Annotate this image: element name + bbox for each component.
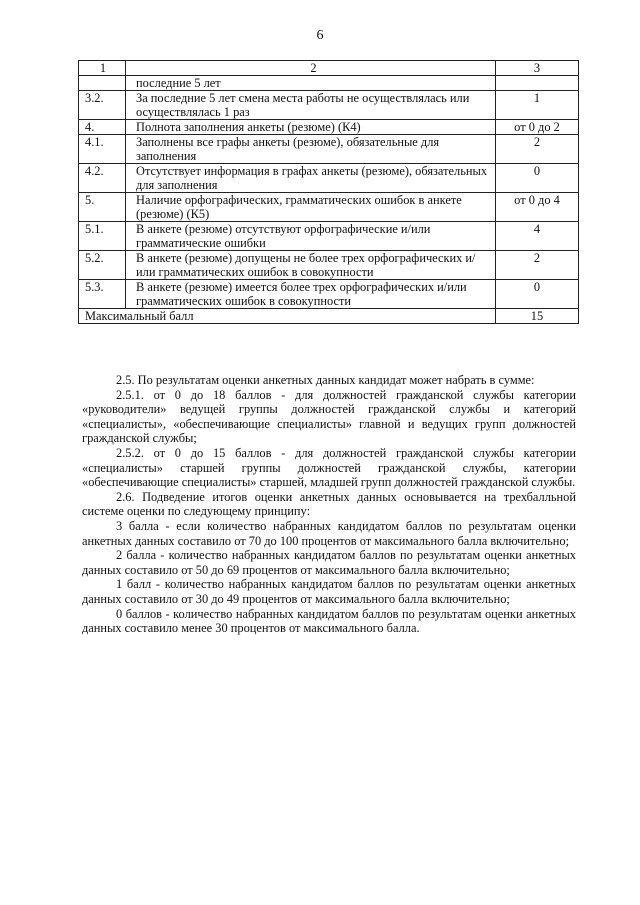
paragraph: 2.5. По результатам оценки анкетных данных кандидат может набрать в сумме: xyxy=(116,373,535,387)
paragraph: 2.6. Подведение итогов оценки анкетных данных основывается на трехбалльной системе оценки по следующему принципу: xyxy=(82,489,576,519)
paragraph: 1 балл - количество набранных кандидатом баллов по результатам оценки анкетных данных составило от 30 до 49 процентов от максимального балла включительно; xyxy=(82,577,576,606)
row-number: 3.2. xyxy=(79,91,126,120)
table-row xyxy=(79,280,579,309)
row-score: 0 xyxy=(496,164,579,193)
header-col-2: 2 xyxy=(126,61,496,76)
row-score: 0 xyxy=(496,280,579,309)
total-value: 15 xyxy=(496,309,579,324)
row-score: 4 xyxy=(496,222,579,251)
row-text: последние 5 лет xyxy=(126,76,496,91)
table-row xyxy=(79,251,579,280)
row-score xyxy=(496,76,579,91)
body-text xyxy=(82,373,576,636)
row-number xyxy=(79,76,126,91)
row-score: 2 xyxy=(496,135,579,164)
row-number: 5. xyxy=(79,193,126,222)
row-score: 2 xyxy=(496,251,579,280)
row-score: от 0 до 2 xyxy=(496,120,579,135)
table-row xyxy=(79,120,579,135)
row-score: от 0 до 4 xyxy=(496,193,579,222)
paragraph: 3 балла - если количество набранных кандидатом баллов по результатам оценки анкетных данных составило от 70 до 100 процентов от максимального балла включительно; xyxy=(82,518,576,548)
table-row xyxy=(79,222,579,251)
paragraph: 0 баллов - количество набранных кандидатом баллов по результатам оценки анкетных данных составило менее 30 процентов от максимального балла. xyxy=(82,606,576,636)
paragraph: 2.5.2. от 0 до 15 баллов - для должностей гражданской службы категории «специалисты» старшей группы должностей гражданской службы, категории «обеспечивающие специалисты» старшей, младшей групп должностей гражданской службы. xyxy=(82,445,576,490)
row-text: В анкете (резюме) имеется более трех орфографических и/или грамматических ошибок в совокупности xyxy=(126,280,496,309)
total-label: Максимальный балл xyxy=(79,309,496,324)
header-col-3: 3 xyxy=(496,61,579,76)
row-text: Отсутствует информация в графах анкеты (резюме), обязательных для заполнения xyxy=(126,164,496,193)
row-text: За последние 5 лет смена места работы не осуществлялась или осуществлялась 1 раз xyxy=(126,91,496,120)
row-text: Наличие орфографических, грамматических ошибок в анкете (резюме) (К5) xyxy=(126,193,496,222)
row-text: Полнота заполнения анкеты (резюме) (К4) xyxy=(126,120,496,135)
row-text: Заполнены все графы анкеты (резюме), обязательные для заполнения xyxy=(126,135,496,164)
page-number: 6 xyxy=(316,28,324,43)
row-number: 4.1. xyxy=(79,135,126,164)
row-number: 4.2. xyxy=(79,164,126,193)
row-number: 5.1. xyxy=(79,222,126,251)
table-row xyxy=(79,164,579,193)
table-total-row xyxy=(79,309,579,324)
row-number: 5.3. xyxy=(79,280,126,309)
table-row xyxy=(79,193,579,222)
table-row xyxy=(79,91,579,120)
row-number: 5.2. xyxy=(79,251,126,280)
table-row xyxy=(79,76,579,91)
table-row xyxy=(79,135,579,164)
paragraph: 2 балла - количество набранных кандидатом баллов по результатам оценки анкетных данных составило от 50 до 69 процентов от максимального балла включительно; xyxy=(82,548,576,577)
row-score: 1 xyxy=(496,91,579,120)
table-header-row xyxy=(79,61,579,76)
row-text: В анкете (резюме) отсутствуют орфографические и/или грамматические ошибки xyxy=(126,222,496,251)
criteria-table xyxy=(78,60,579,324)
paragraph: 2.5.1. от 0 до 18 баллов - для должностей гражданской службы категории «руководители» ведущей группы должностей гражданской службы и категорий «специалисты», «обеспечивающие специалисты» главной и ведущих групп должностей гражданской службы; xyxy=(82,387,576,446)
row-text: В анкете (резюме) допущены не более трех орфографических и/или грамматических ошибок в совокупности xyxy=(126,251,496,280)
header-col-1: 1 xyxy=(79,61,126,76)
row-number: 4. xyxy=(79,120,126,135)
